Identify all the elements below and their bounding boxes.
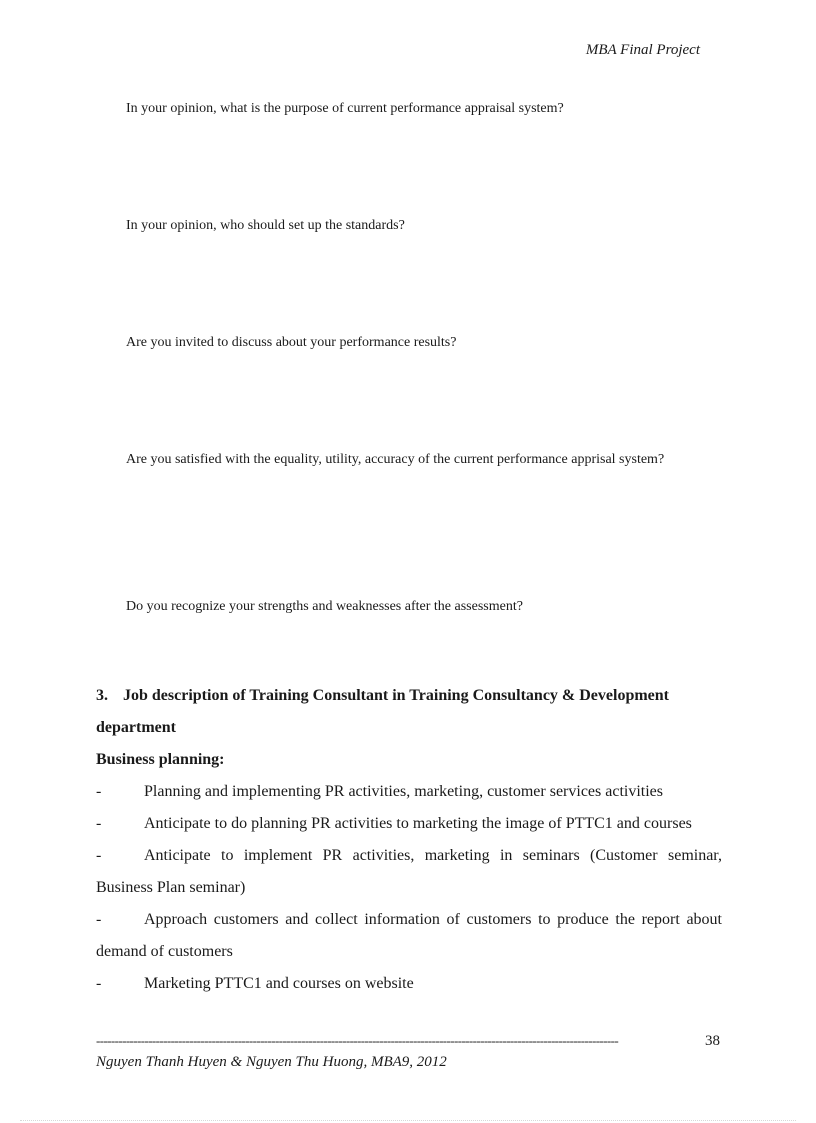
- bullet-item: [96, 840, 722, 904]
- bullet-item: [96, 776, 722, 808]
- section-heading: [96, 680, 722, 744]
- survey-question: Do you recognize your strengths and weaknesses after the assessment?: [126, 599, 523, 614]
- section-heading-text: Job description of Training Consultant in Training Consultancy & Development department: [96, 687, 669, 736]
- running-header-title: MBA Final Project: [585, 42, 700, 58]
- survey-question: In your opinion, who should set up the standards?: [126, 218, 405, 233]
- survey-question: Are you satisfied with the equality, utility, accuracy of the current performance apprisal system?: [126, 452, 665, 467]
- bullet-dash: -: [96, 911, 102, 928]
- page-bottom-divider: [20, 1120, 796, 1121]
- section-number: 3.: [96, 687, 108, 704]
- business-planning-subheading: Business planning:: [96, 751, 225, 768]
- survey-question: Are you invited to discuss about your performance results?: [126, 335, 457, 350]
- bullet-item: [96, 968, 722, 1000]
- bullet-item: [96, 808, 722, 840]
- bullet-text: Approach customers and collect information of customers to produce the report about demand of customers: [96, 911, 722, 960]
- bullet-text: Planning and implementing PR activities, marketing, customer services activities: [144, 783, 663, 800]
- bullet-dash: -: [96, 783, 102, 800]
- bullet-dash: -: [96, 975, 102, 992]
- bullet-dash: -: [96, 847, 102, 864]
- bullet-text: Anticipate to implement PR activities, marketing in seminars (Customer seminar, Business Plan seminar): [96, 847, 722, 896]
- footer-rule: --------------------------------------------------------------------------------------------------------------------------------------------: [96, 1033, 619, 1048]
- bullet-text: Marketing PTTC1 and courses on website: [144, 975, 414, 992]
- bullet-text: Anticipate to do planning PR activities to marketing the image of PTTC1 and courses: [144, 815, 692, 832]
- bullet-item: [96, 904, 722, 968]
- job-description-section: [96, 680, 722, 1000]
- survey-question: In your opinion, what is the purpose of current performance appraisal system?: [126, 101, 564, 116]
- bullet-dash: -: [96, 815, 102, 832]
- page-number: 38: [705, 1033, 720, 1049]
- footer-credit: Nguyen Thanh Huyen & Nguyen Thu Huong, MBA9, 2012: [96, 1054, 447, 1070]
